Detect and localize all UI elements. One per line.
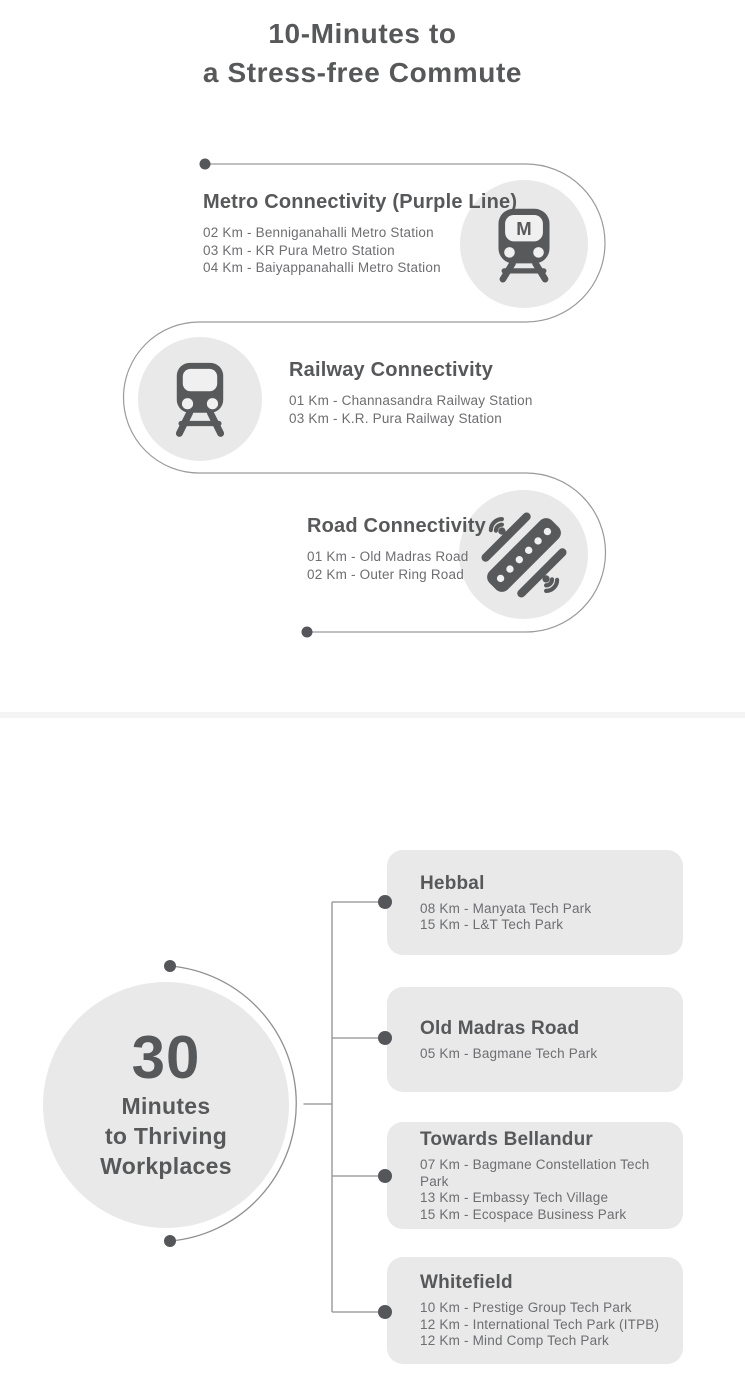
metro-item: 04 Km - Baiyappanahalli Metro Station (203, 260, 441, 275)
metro-letter: M (516, 218, 532, 240)
railway-train-icon (157, 356, 243, 442)
card-item: 08 Km - Manyata Tech Park (420, 900, 592, 916)
badge-line: Minutes (121, 1093, 211, 1119)
signal-dot (542, 575, 549, 582)
metro-item: 03 Km - KR Pura Metro Station (203, 242, 395, 258)
card-connector-dot (378, 895, 392, 909)
path-start-dot (200, 159, 211, 170)
card-title: Hebbal (420, 872, 485, 894)
badge-number: 30 (131, 1024, 201, 1091)
railway-icon-circle (138, 337, 262, 461)
card-item: 12 Km - Mind Comp Tech Park (420, 1333, 609, 1349)
card-item: 10 Km - Prestige Group Tech Park (420, 1300, 632, 1316)
arc-end-dot (164, 1235, 176, 1247)
card-item: 13 Km - Embassy Tech Village (420, 1190, 609, 1205)
card-connector-dot (378, 1305, 392, 1319)
railway-connectivity-block (289, 358, 533, 427)
page-title-line2: a Stress-free Commute (202, 57, 523, 88)
railway-item: 03 Km - K.R. Pura Railway Station (289, 410, 502, 426)
card-title: Old Madras Road (420, 1017, 580, 1039)
railway-title: Railway Connectivity (289, 359, 494, 381)
arc-start-dot (164, 960, 176, 972)
section-divider (0, 712, 745, 718)
card-connector-dot (378, 1031, 392, 1045)
card-connector-dot (378, 1169, 392, 1183)
railway-item: 01 Km - Channasandra Railway Station (289, 393, 533, 408)
card-title: Whitefield (420, 1272, 513, 1294)
card-item: 07 Km - Bagmane Constellation Tech Park (420, 1157, 650, 1189)
metro-title: Metro Connectivity (Purple Line) (203, 191, 518, 213)
road-connectivity-block (307, 514, 486, 583)
road-title: Road Connectivity (307, 515, 486, 537)
card-item: 12 Km - International Tech Park (ITPB) (420, 1316, 660, 1332)
card-item: 05 Km - Bagmane Tech Park (420, 1045, 598, 1061)
road-item: 01 Km - Old Madras Road (307, 549, 469, 564)
card-item: 15 Km - Ecospace Business Park (420, 1206, 627, 1222)
path-end-dot (302, 627, 313, 638)
smart-road-icon (478, 509, 570, 601)
workplaces-connector-lines (0, 820, 745, 1377)
badge-line: Workplaces (100, 1153, 232, 1179)
card-title: Towards Bellandur (420, 1129, 594, 1150)
badge-line: to Thriving (104, 1123, 228, 1149)
card-item: 15 Km - L&T Tech Park (420, 917, 564, 932)
metro-connectivity-block (203, 190, 517, 277)
road-item: 02 Km - Outer Ring Road (307, 566, 464, 582)
metro-item: 02 Km - Benniganahalli Metro Station (203, 225, 434, 240)
page-title-line1: 10-Minutes to (268, 18, 457, 49)
signal-dot (498, 527, 505, 534)
